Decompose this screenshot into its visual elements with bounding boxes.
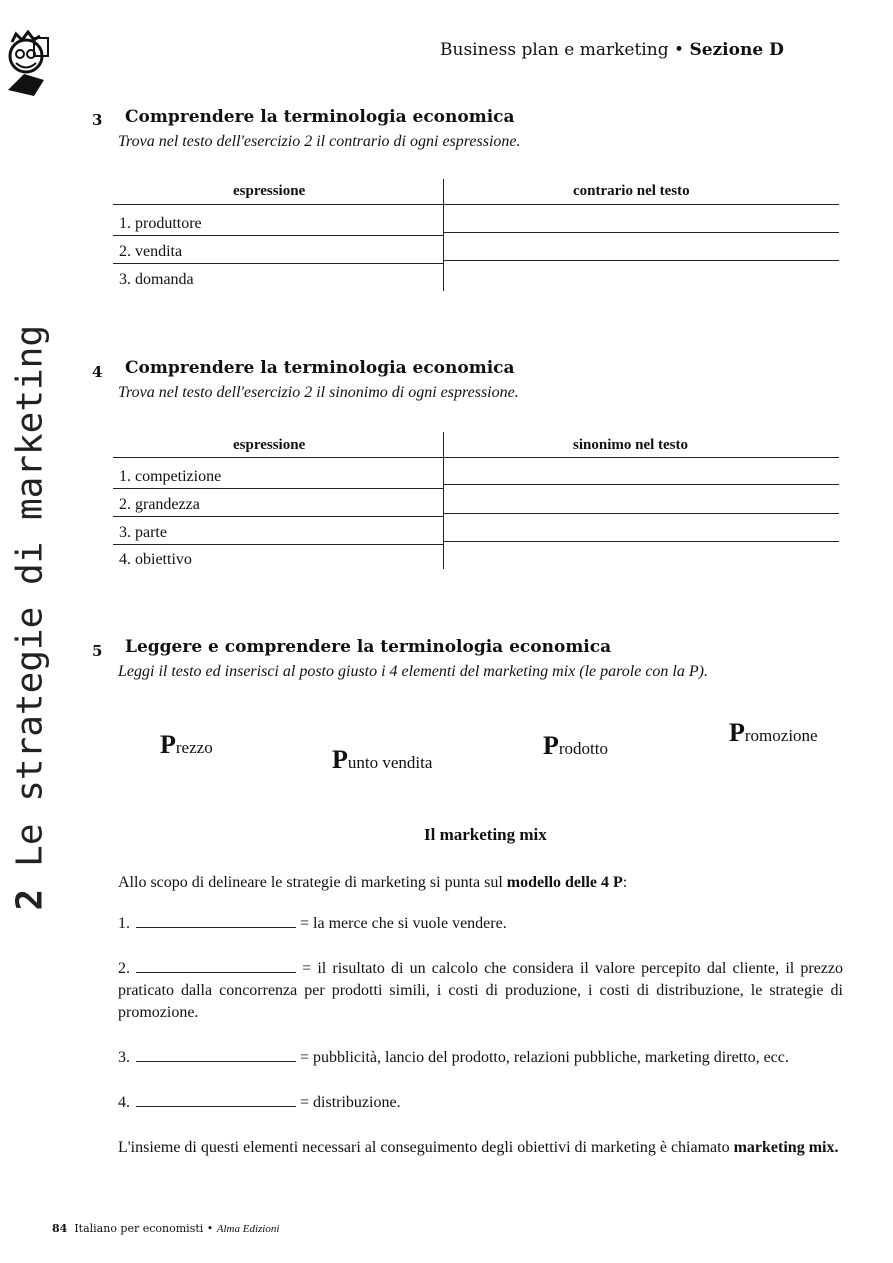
blank-field[interactable] [136, 1092, 296, 1107]
column-header: espressione [233, 437, 306, 453]
exercise-instruction: Trova nel testo dell'esercizio 2 il sinonimo di ogni espressione. [118, 384, 519, 401]
table-row: 3. parte [119, 524, 167, 541]
answer-line[interactable] [443, 513, 839, 514]
blank-field[interactable] [136, 958, 296, 973]
exercise-title: Comprendere la terminologia economica [125, 107, 515, 127]
page-footer [52, 1222, 279, 1235]
book-title: Italiano per economisti [74, 1222, 204, 1235]
column-header: contrario nel testo [573, 183, 690, 199]
exercise-instruction: Leggi il testo ed inserisci al posto giusto i 4 elementi del marketing mix (le parole con la P). [118, 663, 708, 680]
table-row: 1. competizione [119, 468, 222, 485]
table-row: 2. grandezza [119, 496, 200, 513]
table-row: 2. vendita [119, 243, 183, 260]
exercise-number: 4 [92, 363, 103, 381]
word-prezzo[interactable]: Prezzo [160, 730, 213, 759]
header-part: Sezione D [689, 40, 784, 60]
cartoon-mascot-icon [4, 30, 54, 98]
column-header: espressione [233, 183, 306, 199]
footer-bullet: • [206, 1222, 214, 1235]
exercise-title: Comprendere la terminologia economica [125, 358, 515, 378]
answer-line[interactable] [443, 232, 839, 233]
intro-paragraph: Allo scopo di delineare le strategie di marketing si punta sul modello delle 4 P: [118, 874, 628, 891]
answer-table [113, 183, 839, 293]
word-prodotto[interactable]: Prodotto [543, 731, 608, 760]
answer-line[interactable] [443, 484, 839, 485]
closing-paragraph: L'insieme di questi elementi necessari al conseguimento degli obiettivi di marketing è chiamato marketing mix. [118, 1139, 839, 1156]
answer-line[interactable] [443, 541, 839, 542]
exercise-number: 3 [92, 111, 103, 129]
chapter-sidebar [9, 324, 51, 911]
exercise-instruction: Trova nel testo dell'esercizio 2 il contrario di ogni espressione. [118, 133, 521, 150]
running-header [440, 40, 784, 60]
fill-item: 3. = pubblicità, lancio del prodotto, relazioni pubbliche, marketing diretto, ecc. [118, 1049, 789, 1066]
fill-item: 2. = il risultato di un calcolo che considera il valore percepito dal cliente, il prezzo praticato dalla concorrenza per prodotti simili, i costi di produzione, i costi di distribuzione, le strategie di promozione. [118, 960, 844, 1021]
table-row: 4. obiettivo [119, 551, 192, 568]
chapter-number: 2 [9, 888, 51, 911]
fill-item: 1. = la merce che si vuole vendere. [118, 915, 507, 932]
word-punto-vendita[interactable]: Punto vendita [332, 745, 433, 774]
column-header: sinonimo nel testo [573, 437, 689, 453]
answer-line[interactable] [443, 260, 839, 261]
fill-item: 4. = distribuzione. [118, 1094, 401, 1111]
header-section: Business plan e marketing [440, 40, 669, 60]
page-number: 84 [52, 1222, 68, 1235]
blank-field[interactable] [136, 1047, 296, 1062]
text-title: Il marketing mix [424, 825, 547, 844]
blank-field[interactable] [136, 913, 296, 928]
publisher: Alma Edizioni [216, 1223, 280, 1235]
header-bullet: • [674, 40, 685, 60]
table-row: 1. produttore [119, 215, 202, 232]
answer-table [113, 437, 839, 572]
word-promozione[interactable]: Promozione [729, 718, 818, 747]
exercise-title: Leggere e comprendere la terminologia economica [125, 637, 612, 657]
exercise-number: 5 [92, 642, 103, 660]
chapter-title: Le strategie di marketing [9, 324, 51, 867]
table-row: 3. domanda [119, 271, 194, 288]
